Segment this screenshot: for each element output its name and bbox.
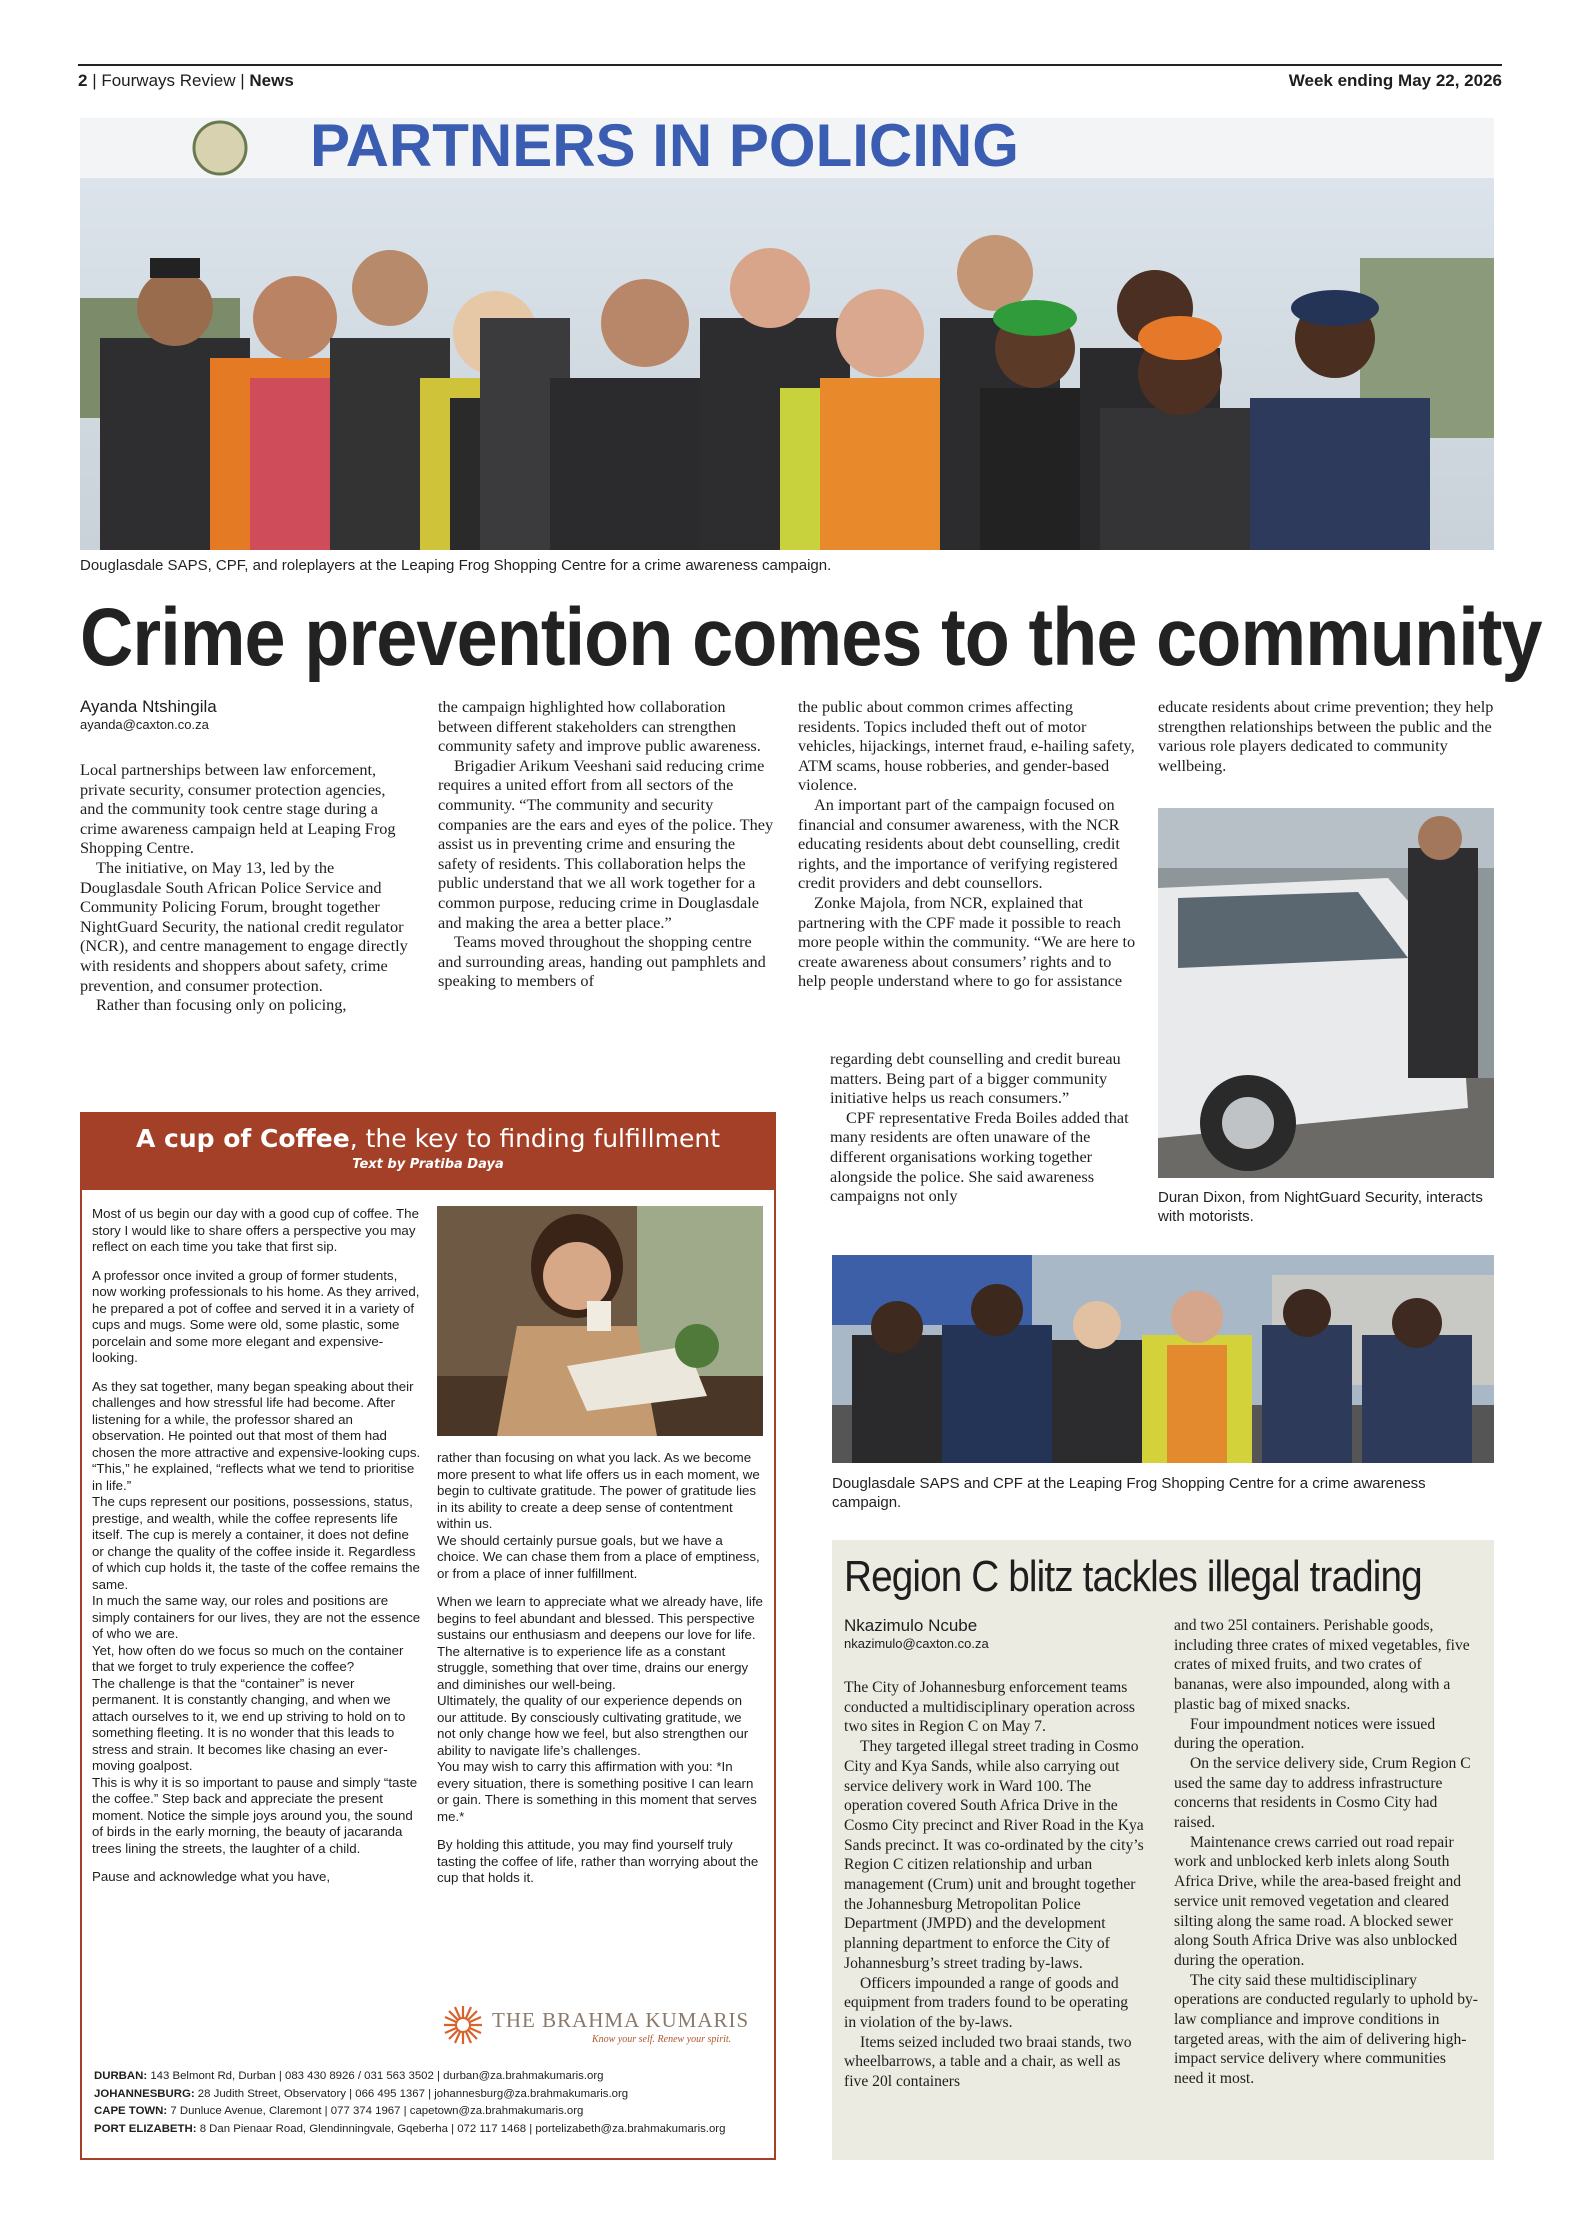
- paragraph: On the service delivery side, Crum Region C used the same day to address infrastructure concerns that residents in Cosmo City had raised.: [1174, 1754, 1471, 1832]
- group-photo-caption: Douglasdale SAPS and CPF at the Leaping Frog Shopping Centre for a crime awareness campaign.: [832, 1475, 1426, 1511]
- logo-tagline: Know your self. Renew your spirit.: [592, 2034, 732, 2045]
- region-author-name: Nkazimulo Ncube: [844, 1616, 978, 1635]
- address-line: [94, 2121, 764, 2139]
- page-number: 2: [78, 71, 88, 90]
- author-name: Ayanda Ntshingila: [80, 697, 217, 716]
- banner-text: PARTNERS IN POLICING: [310, 118, 1019, 179]
- paragraph: Teams moved throughout the shopping centre and surrounding areas, handing out pamphlets and speaking to members of: [438, 932, 766, 991]
- address-line: [94, 2086, 764, 2104]
- main-col-4: [1158, 697, 1494, 775]
- paragraph: They targeted illegal street trading in Cosmo City and Kya Sands, while also carrying out service delivery work in Ward 100. The operation covered South Africa Drive in the Cosmo City precinct and River Road in the Kya Sands precinct. It was co-ordinated by the city’s Region C citizen relationship and urban management (Crum) unit and brought together the Johannesburg Metropolitan Police Department (JMPD) and the development planning department to enforce the City of Johannesburg’s street trading by-laws.: [844, 1738, 1144, 1972]
- paragraph: The challenge is that the “container” is never permanent. It is constantly changing, and when we attach ourselves to it, we end up striving to hold on to something fleeting. It is no wonder that this leads to stress and strain. It becomes like chasing an ever-moving goalpost.: [92, 1675, 406, 1773]
- address-text: 28 Judith Street, Observatory | 066 495 1367 | johannesburg@za.brahmakumaris.org: [197, 2087, 629, 2100]
- paragraph: The city said these multidisciplinary operations are conducted regularly to uphold by-law compliance and improve conditions in targeted areas, with the aim of delivering high-impact service delivery where communities need it most.: [1174, 1971, 1478, 2088]
- car-photo-illustration: [1158, 808, 1494, 1178]
- paragraph: educate residents about crime prevention; they help strengthen relationships between the public and the various role players dedicated to community wellbeing.: [1158, 697, 1494, 775]
- coffee-subtitle: Text by Pratiba Daya: [352, 1157, 504, 1172]
- main-headline: Crime prevention comes to the community: [80, 592, 1542, 683]
- section-name: News: [249, 71, 294, 90]
- paragraph: You may wish to carry this affirmation with you: *In every situation, there is something positive I can learn or gain. There is something in this moment that serves me.*: [437, 1759, 757, 1824]
- paragraph: and two 25l containers. Perishable goods, including three crates of mixed vegetables, five crates of mixed fruits, and two crates of bananas, were also impounded, along with a plastic bag of mixed snacks.: [1174, 1617, 1470, 1713]
- paragraph: CPF representative Freda Boiles added that many residents are often unaware of the different organisations working together alongside the police. She said awareness campaigns not only: [830, 1107, 1129, 1206]
- top-photo: [80, 118, 1494, 550]
- paragraph: Zonke Majola, from NCR, explained that partnering with the CPF made it possible to reach more people within the community. “We are here to create awareness about consumers’ rights and to help people understand where to go for assistance: [798, 892, 1136, 991]
- paragraph: Maintenance crews carried out road repair work and unblocked kerb inlets along South Africa Drive, while the area-based freight and service unit removed vegetation and cleared silting along the same road. A blocked sewer along South Africa Drive was also unblocked during the operation.: [1174, 1833, 1462, 1969]
- paragraph: By holding this attitude, you may find yourself truly tasting the coffee of life, rather than worrying about the cup that holds it.: [437, 1837, 759, 1885]
- coffee-addresses: [94, 2068, 764, 2138]
- coffee-photo-illustration: [437, 1206, 763, 1436]
- top-photo-caption: Douglasdale SAPS, CPF, and roleplayers at the Leaping Frog Shopping Centre for a crime awareness campaign.: [80, 557, 832, 574]
- region-c-article-box: [832, 1540, 1494, 2160]
- coffee-right-col: [437, 1450, 763, 1899]
- group-photo: [832, 1255, 1494, 1463]
- address-text: 143 Belmont Rd, Durban | 083 430 8926 / 031 563 3502 | durban@za.brahmakumaris.org: [150, 2070, 604, 2082]
- car-photo: [1158, 808, 1494, 1178]
- coffee-photo: [437, 1206, 763, 1436]
- address-city: PORT ELIZABETH:: [94, 2122, 197, 2135]
- paragraph: We should certainly pursue goals, but we have a choice. We can chase them from a place of emptiness, or from a place of inner fulfillment.: [437, 1532, 760, 1581]
- paragraph: Officers impounded a range of goods and equipment from traders found to be operating in violation of the by-laws.: [844, 1974, 1129, 2031]
- coffee-title-rest: , the key to finding fulfillment: [349, 1124, 721, 1153]
- paragraph: regarding debt counselling and credit bureau matters. Being part of a bigger community initiative helps us reach consumers.”: [830, 1049, 1121, 1108]
- paragraph: When we learn to appreciate what we already have, life begins to feel abundant and blessed. This perspective sustains our enthusiasm and deepens our love for life. The alternative is to experience life as a constant struggle, something that over time, drains our energy and diminishes our well-being.: [437, 1594, 763, 1692]
- main-col-2: [438, 697, 776, 991]
- issue-date: Week ending May 22, 2026: [1288, 71, 1502, 90]
- logo-name: THE BRAHMA KUMARIS: [492, 2008, 750, 2032]
- paragraph: In much the same way, our roles and positions are simply containers for our lives, they are not the essence of who we are.: [92, 1593, 421, 1641]
- paragraph: This is why it is so important to pause and simply “taste the coffee.” Step back and appreciate the present moment. Notice the simple joys around you, the sound of birds in the early morning, the beauty of jacaranda trees lining the streets, the laughter of a child.: [92, 1774, 418, 1856]
- coffee-title-bold: A cup of Coffee: [135, 1124, 350, 1153]
- region-byline: [844, 1616, 1134, 1651]
- coffee-left-col: [92, 1206, 422, 1898]
- address-city: DURBAN:: [94, 2070, 148, 2082]
- coffee-column-box: [80, 1112, 776, 2160]
- coffee-title-bar: [82, 1114, 774, 1190]
- paragraph: Four impoundment notices were issued during the operation.: [1174, 1715, 1436, 1753]
- paragraph: Yet, how often do we focus so much on the container that we forget to truly experience the coffee?: [92, 1642, 404, 1674]
- sun-icon: [442, 2004, 484, 2046]
- address-text: 7 Dunluce Avenue, Claremont | 077 374 1967 | capetown@za.brahmakumaris.org: [170, 2105, 584, 2117]
- region-author-email: nkazimulo@caxton.co.za: [844, 1636, 989, 1651]
- paragraph: Pause and acknowledge what you have,: [92, 1869, 331, 1884]
- coffee-title: [82, 1114, 774, 1157]
- author-email: ayanda@caxton.co.za: [80, 717, 209, 732]
- top-photo-illustration: [80, 118, 1494, 550]
- paragraph: Local partnerships between law enforcement, private security, consumer protection agencies, and the community took centre stage during a crime awareness campaign held at Leaping Frog Shopping Centre.: [80, 760, 396, 858]
- paragraph: the public about common crimes affecting residents. Topics included theft out of motor vehicles, hijackings, internet fraud, e-hailing safety, ATM scams, house robberies, and gender-based violence.: [798, 697, 1135, 795]
- paragraph: Ultimately, the quality of our experience depends on our attitude. By consciously cultivating gratitude, we not only change how we feel, but also strengthen our ability to navigate life’s challenges.: [437, 1693, 749, 1758]
- address-line: [94, 2103, 764, 2121]
- paragraph: Items seized included two braai stands, two wheelbarrows, a table and a chair, as well as five 20l containers: [844, 2033, 1132, 2091]
- paragraph: The cups represent our positions, possessions, status, prestige, and wealth, while the coffee represents life itself. The cup is merely a container, it does not define or change the quality of the coffee inside it. Regardless of which cup holds it, the taste of the coffee remains the same.: [92, 1494, 420, 1592]
- paragraph: The initiative, on May 13, led by the Douglasdale South African Police Service and Community Policing Forum, brought together NightGuard Security, the national credit regulator (NCR), and centre management to engage directly with residents and shoppers about safety, crime prevention, and consumer protection.: [80, 857, 408, 995]
- page-header: [78, 64, 1502, 94]
- paragraph: The City of Johannesburg enforcement teams conducted a multidisciplinary operation across two sites in Region C on May 7.: [844, 1679, 1135, 1736]
- paragraph: rather than focusing on what you lack. As we become more present to what life offers us in each moment, we begin to cultivate gratitude. The power of gratitude lies in its ability to create a deep sense of contentment within us.: [437, 1450, 760, 1531]
- region-col-1: [844, 1678, 1144, 2092]
- paragraph: Rather than focusing only on policing,: [96, 995, 347, 1015]
- paragraph: An important part of the campaign focused on financial and consumer awareness, with the NCR educating residents about debt counselling, credit rights, and the importance of verifying registered credit providers and debt counsellors.: [798, 794, 1120, 893]
- main-col-1: [80, 760, 410, 1015]
- paragraph: Most of us begin our day with a good cup of coffee. The story I would like to share offers a perspective you may reflect on each time you take that first sip.: [92, 1206, 419, 1254]
- paragraph: Brigadier Arikum Veeshani said reducing crime requires a united effort from all sectors of the community. “The community and security companies are the ears and eyes of the police. They assist us in preventing crime and ensuring the safety of residents. This collaboration helps the public understand that we all work together for a common purpose, reducing crime in Douglasdale and making the area a better place.”: [438, 755, 774, 932]
- header-left: 2 | Fourways Review | News: [78, 71, 294, 90]
- address-text: 8 Dan Pienaar Road, Glendinningvale, Gqeberha | 072 117 1468 | portelizabeth@za.brahmakumaris.org: [199, 2122, 726, 2135]
- region-headline: Region C blitz tackles illegal trading: [844, 1552, 1422, 1601]
- brahma-kumaris-logo: [442, 2002, 772, 2052]
- region-col-2: [1174, 1616, 1479, 2089]
- group-photo-illustration: [832, 1255, 1494, 1463]
- paragraph: As they sat together, many began speaking about their challenges and how stressful life had become. After listening for a while, the professor shared an observation. He pointed out that most of them had chosen the more attractive and expensive-looking cups. “This,” he explained, “reflects what we tend to prioritise in life.”: [92, 1378, 421, 1493]
- paragraph: the campaign highlighted how collaboration between different stakeholders can strengthen community safety and improve public awareness.: [438, 697, 761, 756]
- address-city: CAPE TOWN:: [94, 2105, 168, 2117]
- main-byline: [80, 697, 410, 732]
- publication-name: Fourways Review: [101, 71, 236, 90]
- main-col-3: [798, 697, 1138, 991]
- main-col-3b: [830, 1049, 1140, 1206]
- car-photo-caption: Duran Dixon, from NightGuard Security, interacts with motorists.: [1158, 1189, 1483, 1225]
- address-line: [94, 2068, 764, 2086]
- address-city: JOHANNESBURG:: [94, 2087, 195, 2100]
- paragraph: A professor once invited a group of former students, now working professionals to his home. As they arrived, he prepared a pot of coffee and served it in a variety of cups and mugs. Some were old, some plastic, some porcelain and some more elegant and expensive-looking.: [92, 1267, 420, 1365]
